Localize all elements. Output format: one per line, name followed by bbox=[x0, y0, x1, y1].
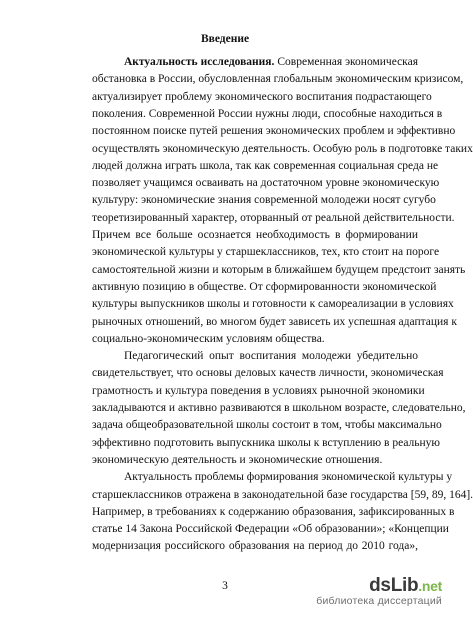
body-line: грамотность и культура поведения в условиях рыночной экономики bbox=[92, 384, 425, 397]
logo-ds: ds bbox=[369, 575, 391, 596]
body-line: модернизация российского образования на период до 2010 года», bbox=[92, 540, 418, 553]
document-title: Введение bbox=[200, 33, 250, 45]
body-line: постоянном поиске путей решения экономических проблем и эффективно bbox=[92, 125, 456, 138]
body-line: экономическую деятельность и экономические отношения. bbox=[92, 453, 383, 466]
body-line: статье 14 Закона Российской Федерации «Об образовании»; «Концепции bbox=[92, 523, 449, 536]
body-line: культуры выпускников школы и готовности к самореализации в условиях bbox=[92, 298, 454, 311]
watermark-subtitle: библиотека диссертаций bbox=[316, 595, 442, 607]
body-line: задача общеобразовательной школы состоит в том, чтобы максимально bbox=[92, 419, 442, 432]
body-line: закладываются и активно развиваются в школьном возрасте, следовательно, bbox=[92, 402, 466, 414]
body-line: актуализирует проблему экономического воспитания подрастающего bbox=[92, 90, 432, 103]
logo-lib: Lib bbox=[390, 575, 419, 596]
dslib-logo bbox=[316, 575, 442, 597]
body-line: социально-экономическим условиям общества. bbox=[92, 332, 325, 345]
body-line: активную позицию в обществе. От сформированности экономической bbox=[92, 280, 437, 293]
body-line: самостоятельной жизни и которым в ближайшем будущем предстоит занять bbox=[92, 263, 466, 276]
body-line: позволяет учащимся осваивать на достаточном уровне экономическую bbox=[92, 177, 440, 190]
body-line: экономической культуры у старшеклассников, тех, кто стоит на пороге bbox=[92, 246, 440, 259]
body-line: Причем все больше осознается необходимость в формировании bbox=[92, 229, 418, 241]
body-line: рыночных отношений, во многом будет зависеть их успешная адаптация к bbox=[92, 315, 457, 328]
body-line: старшеклассников отражена в законодательной базе государства [59, 89, 164]. bbox=[92, 488, 473, 501]
body-line: свидетельствует, что основы деловых качеств личности, экономическая bbox=[92, 367, 444, 380]
body-line: Например, в требованиях к содержанию образования, зафиксированных в bbox=[92, 505, 455, 518]
body-line: Актуальность исследования. Современная экономическая bbox=[124, 56, 418, 68]
body-line: людей должна играть школа, так как современная социальная среда не bbox=[92, 159, 439, 172]
logo-net: .net bbox=[418, 578, 442, 594]
body-line: обстановка в России, обусловленная глобальным экономическим кризисом, bbox=[92, 73, 464, 86]
body-line: Актуальность проблемы формирования экономической культуры у bbox=[124, 471, 453, 484]
body-line: теоретизированный характер, оторванный от реальной действительности. bbox=[92, 211, 455, 224]
body-line: поколения. Современной России нужны люди, способные находиться в bbox=[92, 107, 443, 120]
body-line: Педагогический опыт воспитания молодежи убедительно bbox=[124, 350, 418, 363]
dslib-watermark bbox=[316, 575, 442, 607]
page-number: 3 bbox=[222, 580, 228, 592]
body-line: осуществлять экономическую деятельность. Особую роль в подготовке таких bbox=[92, 142, 473, 155]
body-line: эффективно подготовить выпускника школы к вступлению в реальную bbox=[92, 436, 440, 449]
body-line: культуру: экономические знания современной молодежи носят сугубо bbox=[92, 194, 436, 207]
